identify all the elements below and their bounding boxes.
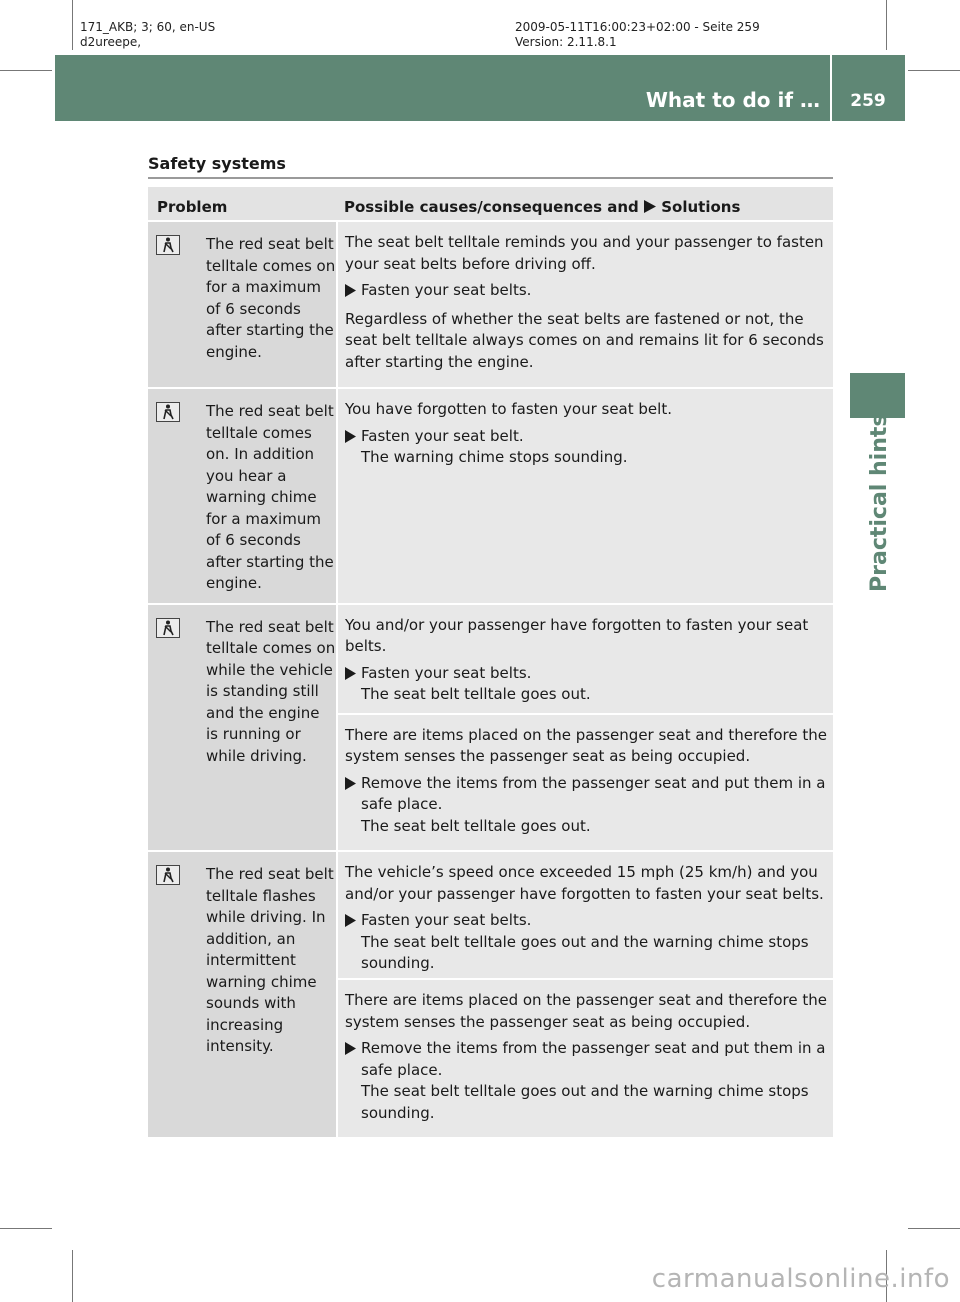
cause-text: There are items placed on the passenger seat and therefore the system senses the passenger seat as being occupied. <box>345 991 827 1031</box>
solution-step <box>345 426 827 469</box>
print-meta-left-line1: 171_AKB; 3; 60, en-US <box>80 20 216 34</box>
solution-step-text: Remove the items from the passenger seat and put them in a safe place. <box>361 1039 826 1079</box>
table-row <box>148 852 833 1137</box>
print-meta-right-line1: 2009-05-11T16:00:23+02:00 - Seite 259 <box>515 20 760 34</box>
seatbelt-warning-icon <box>156 402 180 422</box>
column-header-solutions-suffix: Solutions <box>661 198 741 216</box>
solution-step-note: The seat belt telltale goes out and the warning chime stops sounding. <box>361 1082 809 1122</box>
page-number: 259 <box>850 91 886 111</box>
solution-step-text: Remove the items from the passenger seat and put them in a safe place. <box>361 773 826 813</box>
cause-block <box>338 852 833 978</box>
seatbelt-warning-icon <box>156 618 180 638</box>
problem-cell <box>148 852 336 1137</box>
solution-step-text: Fasten your seat belt. <box>361 426 524 445</box>
cause-text: You and/or your passenger have forgotten to fasten your seat belts. <box>345 615 809 655</box>
solution-arrow-icon <box>345 914 356 927</box>
solutions-cell <box>338 222 833 387</box>
table-row <box>148 222 833 387</box>
safety-systems-table <box>148 187 833 1139</box>
solutions-cell <box>338 389 833 603</box>
header-separator <box>830 55 832 121</box>
crop-mark <box>72 1250 73 1302</box>
solution-step-text: Fasten your seat belts. <box>361 281 532 299</box>
seatbelt-warning-icon <box>156 865 180 885</box>
solutions-cell <box>338 852 833 1137</box>
section-rule <box>148 177 833 179</box>
page-header-title: What to do if … <box>645 88 820 112</box>
cause-text: You have forgotten to fasten your seat belt. <box>345 400 672 418</box>
side-tab-marker <box>850 373 905 418</box>
print-meta-left-line2: d2ureepe, <box>80 35 142 49</box>
solution-arrow-icon <box>345 430 356 443</box>
print-meta-right <box>515 20 760 50</box>
solution-arrow-icon <box>345 284 356 297</box>
solution-step <box>345 773 827 838</box>
crop-mark <box>72 0 73 50</box>
print-meta-left <box>80 20 215 50</box>
solution-arrow-icon <box>345 667 356 680</box>
crop-mark <box>886 0 887 50</box>
problem-cell <box>148 389 336 603</box>
cause-note: Regardless of whether the seat belts are fastened or not, the seat belt telltale always comes on and remains lit for 6 seconds after starting the engine. <box>345 309 824 371</box>
crop-mark <box>908 1228 960 1229</box>
problem-cell <box>148 605 336 851</box>
solution-step <box>345 1038 827 1124</box>
problem-text: The red seat belt telltale comes on. In addition you hear a warning chime for a maximum of 6 seconds after starting the engine. <box>206 402 334 592</box>
column-header-solutions-prefix: Possible causes/consequences and <box>344 198 639 216</box>
solutions-cell <box>338 605 833 851</box>
cause-block <box>338 715 833 851</box>
crop-mark <box>908 70 960 71</box>
cause-block <box>338 389 833 603</box>
cause-text: There are items placed on the passenger seat and therefore the system senses the passenger seat as being occupied. <box>345 725 827 765</box>
solution-step-note: The seat belt telltale goes out and the warning chime stops sounding. <box>361 932 809 972</box>
solution-step <box>345 280 827 304</box>
table-row <box>148 389 833 603</box>
cause-block <box>338 605 833 713</box>
seatbelt-warning-icon <box>156 235 180 255</box>
table-row <box>148 605 833 851</box>
crop-mark <box>0 1228 52 1229</box>
solution-step-text: Fasten your seat belts. <box>361 663 532 682</box>
cause-block <box>338 980 833 1137</box>
problem-text: The red seat belt telltale flashes while driving. In addition, an intermittent warning chime sounds with increasing intensity. <box>206 865 334 1055</box>
table-header <box>148 187 833 220</box>
cause-block <box>338 222 833 387</box>
solution-step <box>345 663 827 706</box>
column-header-problem: Problem <box>157 198 228 216</box>
solution-step-note: The seat belt telltale goes out. <box>361 685 591 703</box>
column-header-solutions <box>336 187 740 220</box>
solution-arrow-icon <box>345 1042 356 1055</box>
print-meta-right-line2: Version: 2.11.8.1 <box>515 35 617 49</box>
solution-step-note: The warning chime stops sounding. <box>361 448 628 466</box>
cause-text: The seat belt telltale reminds you and your passenger to fasten your seat belts before driving off. <box>345 233 824 273</box>
solution-step <box>345 910 827 975</box>
problem-text: The red seat belt telltale comes on while the vehicle is standing still and the engine is running or while driving. <box>206 617 336 765</box>
crop-mark <box>0 70 52 71</box>
watermark: carmanualsonline.info <box>651 1264 950 1294</box>
cause-text: The vehicle’s speed once exceeded 15 mph (25 km/h) and you and/or your passenger have forgotten to fasten your seat belts. <box>345 863 824 903</box>
problem-text: The red seat belt telltale comes on for a maximum of 6 seconds after starting the engine. <box>206 235 336 361</box>
solution-step-text: Fasten your seat belts. <box>361 911 532 929</box>
solution-arrow-icon <box>644 200 656 213</box>
side-tab-label: Practical hints <box>867 413 892 592</box>
solution-step-note: The seat belt telltale goes out. <box>361 816 591 835</box>
solution-arrow-icon <box>345 777 356 790</box>
section-title: Safety systems <box>148 154 286 173</box>
problem-cell <box>148 222 336 387</box>
